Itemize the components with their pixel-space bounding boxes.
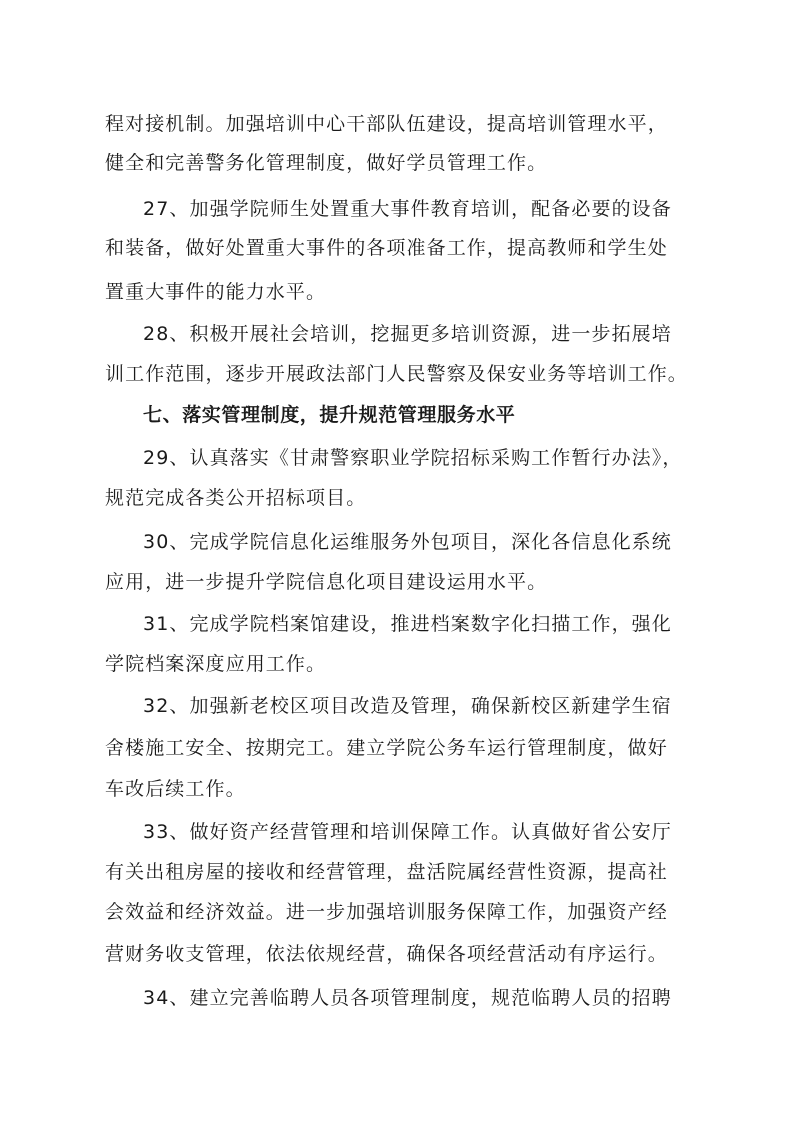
text-line: 舍楼施工安全、按期完工。建立学院公务车运行管理制度，做好 — [105, 737, 668, 759]
text-line: 规范完成各类公开招标项目。 — [105, 487, 367, 509]
paragraph-32-start: 32、加强新老校区项目改造及管理，确保新校区新建学生宿 — [143, 695, 672, 717]
paragraph-29-start: 29、认真落实《甘肃警察职业学院招标采购工作暂行办法》， — [143, 447, 683, 469]
section-heading: 七、落实管理制度，提升规范管理服务水平 — [143, 404, 516, 426]
text-line: 程对接机制。加强培训中心干部队伍建设，提高培训管理水平， — [105, 113, 668, 135]
paragraph-28-start: 28、积极开展社会培训，挖掘更多培训资源，进一步拓展培 — [143, 323, 672, 345]
text-line: 和装备，做好处置重大事件的各项准备工作，提高教师和学生处 — [105, 237, 668, 259]
text-line: 健全和完善警务化管理制度，做好学员管理工作。 — [105, 152, 548, 174]
text-line: 训工作范围，逐步开展政法部门人民警察及保安业务等培训工作。 — [105, 363, 688, 385]
paragraph-27-start: 27、加强学院师生处置重大事件教育培训，配备必要的设备 — [143, 198, 672, 220]
paragraph-34-start: 34、建立完善临聘人员各项管理制度，规范临聘人员的招聘 — [143, 987, 672, 1009]
paragraph-31-start: 31、完成学院档案馆建设，推进档案数字化扫描工作，强化 — [143, 613, 672, 635]
text-line: 车改后续工作。 — [105, 778, 246, 800]
text-line: 应用，进一步提升学院信息化项目建设运用水平。 — [105, 571, 548, 593]
text-line: 有关出租房屋的接收和经营管理，盘活院属经营性资源，提高社 — [105, 861, 668, 883]
paragraph-33-start: 33、做好资产经营管理和培训保障工作。认真做好省公安厅 — [143, 821, 672, 843]
text-line: 营财务收支管理，依法依规经营，确保各项经营活动有序运行。 — [105, 943, 668, 965]
text-line: 置重大事件的能力水平。 — [105, 281, 327, 303]
paragraph-30-start: 30、完成学院信息化运维服务外包项目，深化各信息化系统 — [143, 531, 672, 553]
text-line: 学院档案深度应用工作。 — [105, 653, 327, 675]
text-line: 会效益和经济效益。进一步加强培训服务保障工作，加强资产经 — [105, 901, 668, 923]
